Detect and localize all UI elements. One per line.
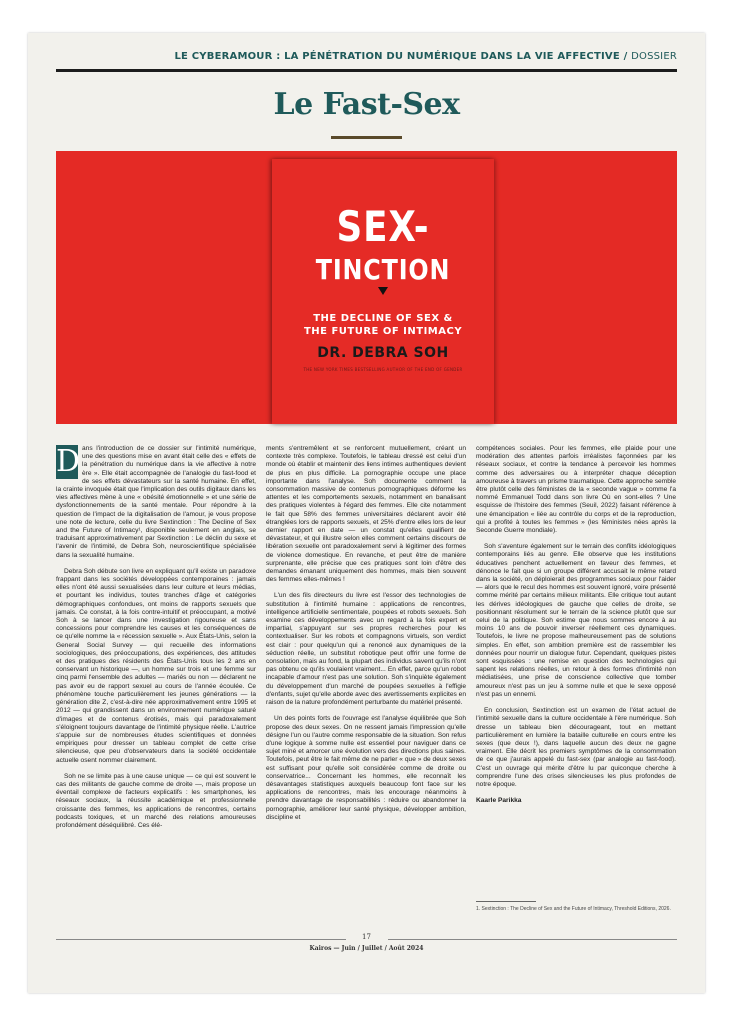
- header-section-title: LE CYBERAMOUR : LA PÉNÉTRATION DU NUMÉRIQUE DANS LA VIE AFFECTIVE: [174, 51, 620, 62]
- publication-info: Kairos — Juin / Juillet / Août 2024: [309, 945, 424, 952]
- book-cover: [272, 159, 494, 424]
- book-title-line1: SEX-: [336, 202, 430, 251]
- paragraph-text: ans l'introduction de ce dossier sur l'intimité numérique, une des questions mise en avant était celle des « effets de la pénétration du numérique dans la vie affective à notre ère ». Elle était accompagnée de l'analogie du fast-food et de ses effets dévastateurs sur la santé humaine. En effet, la crainte invoquée était que l'implication des outils digitaux dans les vies affectives mène à une « obésité émotionnelle » et une série de dysfonctionnements de la santé mentale. Pour répondre à la question de l'impact de la digitalisation de l'amour, je vous propose une note de lecture, celle du livre Sextinction : The Decline of Sex and the Future of Intimacy¹, disponible seulement en anglais, se traduisant approximativement par Sextinction : Le déclin du sexe et l'avenir de l'intimité, de Debra Soh, neuroscientifique spécialisée dans la sexualité humaine.: [56, 445, 256, 559]
- paragraph: Debra Soh débute son livre en expliquant qu'il existe un paradoxe frappant dans les sociétés développées contemporaines : jamais elles n'ont été aussi sexualisées dans leur culture et leurs médias, et pourtant les individus, toutes tranches d'âge et catégories démographiques confondues, ont moins de rapports sexuels que jamais. Ce constat, à la fois contre-intuitif et préoccupant, a motivé Soh à se lancer dans une investigation rigoureuse et sans concessions pour comprendre les causes et les conséquences de ce qu'elle nomme la « récession sexuelle ». Aux États-Unis, selon la General Social Survey — qui recueille des informations sociologiques, des préoccupations, des expériences, des attitudes et des pratiques des résidents des États-Unis tous les 2 ans en conservant un historique —, un homme sur trois et une femme sur cinq parmi l'ensemble des adultes — mariés ou non — déclarent ne pas avoir eu de rapport sexuel au cours de l'année écoulée. Ce phénomène touche particulièrement les jeunes générations — la génération dite Z, c'est-à-dire née approximativement entre 1995 et 2012 — qui grandissent dans un environnement numérique saturé d'images et de contenus érotisés, mais qui paradoxalement s'éloignent toujours davantage de l'intimité physique réelle. L'autrice s'appuie sur de nombreuses études scientifiques et données empiriques pour dresser un tableau complet de cette crise silencieuse, que peu d'observateurs dans la société occidentale actuelle osent nommer clairement.: [56, 567, 256, 764]
- footnote: 1. Sextinction : The Decline of Sex and the Future of Intimacy, Threshold Editions, 2026.: [476, 906, 671, 912]
- section-header: [56, 51, 677, 62]
- paragraph: compétences sociales. Pour les femmes, elle plaide pour une modération des attentes parfois irréalistes façonnées par les réseaux sociaux, et contre la tendance à percevoir les hommes comme des adversaires ou à interpréter chaque déception amoureuse à travers un prisme traumatique. Cette approche semble être plutôt celle des féministes de la « seconde vague » comme l'a nommé Emmanuel Todd dans son livre Où en sont-elles ? Une esquisse de l'histoire des femmes (Seuil, 2022) faisant référence à une émancipation « liée au contrôle du corps et de la reproduction, qui a profité à toutes les femmes » (les féministes nées après la Seconde Guerre mondiale).: [476, 445, 676, 535]
- article-column-1: [56, 445, 256, 838]
- article-column-2: [266, 445, 466, 830]
- paragraph: ments s'entremêlent et se renforcent mutuellement, créant un contexte très complexe. Toutefois, le tableau dressé est celui d'un monde où établir et maintenir des liens intimes authentiques devient de plus en plus difficile. La pornographie occupe une place importante dans l'analyse. Soh documente comment la consommation massive de contenus pornographiques déforme les attentes et les comportements sexuels, notamment en banalisant des pratiques violentes à l'égard des femmes. Elle cite notamment le fait que 58% des femmes universitaires déclarent avoir été étranglées lors de rapports sexuels, et 25% d'entre elles lors de leur dernier rapport en date — un constat qu'elles qualifient de dévastateur, et qui illustre selon elles comment certains discours de libération sexuelle ont paradoxalement servi à légitimer des formes de violence domestique. En revanche, et peut être de manière surprenante, elle précise que ces pratiques sont loin d'être des demandes émanant uniquement des hommes, mais bien souvent des femmes elles-mêmes !: [266, 445, 466, 584]
- book-author: DR. DEBRA SOH: [317, 345, 449, 361]
- arrow-down-icon: [378, 287, 388, 295]
- hero-image: [56, 151, 677, 424]
- paragraph: [56, 445, 256, 560]
- header-rule: [56, 69, 677, 72]
- book-subtitle-line2: THE FUTURE OF INTIMACY: [303, 326, 463, 337]
- article-title: Le Fast-Sex: [273, 87, 460, 122]
- drop-cap: D: [56, 444, 81, 479]
- paragraph: Soh ne se limite pas à une cause unique — ce qui est souvent le cas des militants de gauche comme de droite —, mais propose un éventail complexe de facteurs explicatifs : les smartphones, les réseaux sociaux, la réussite académique et professionnelle croissante des femmes, les applications de rencontres, certains podcasts toxiques, et un marché des relations amoureuses profondément déséquilibré. Ces élé-: [56, 772, 256, 829]
- header-separator: /: [619, 51, 632, 62]
- paragraph: En conclusion, Sextinction est un examen de l'état actuel de l'intimité sexuelle dans la culture occidentale à l'ère numérique. Soh dresse un tableau bien décourageant, tout en mettant particulièrement en lumière la bataille culturelle en cours entre les sexes (que deux !), dans laquelle aucun des deux ne gagne vraiment. Elle décrit les premiers symptômes de la consommation de ce que j'aurais appelé du fast-sex (par analogie au fast-food). C'est un ouvrage qui mérite d'être lu par quiconque cherche à comprendre l'une des crises silencieuses les plus profondes de notre époque.: [476, 707, 676, 788]
- footnote-rule: [476, 901, 536, 902]
- paragraph: L'un des fils directeurs du livre est l'essor des technologies de substitution à l'intimité humaine : applications de rencontres, intelligence artificielle sentimentale, poupées et robots sexuels. Soh examine ces développements avec un regard à la fois expert et impartial, s'appuyant sur ses propres recherches pour les contextualiser. Sur les robots et compagnons virtuels, son verdict est clair : pour quelqu'un qui a renoncé aux dynamiques de la séduction réelle, un substitut robotique peut offrir une forme de consolation, mais au fond, la plupart des individus savent qu'ils n'ont pas obtenu ce qu'ils voulaient vraiment... En effet, parce qu'un robot incapable d'amour n'est pas une solution. Soh s'inquiète également du développement d'un marché de poupées sexuelles à l'effigie d'enfants, sujet qu'elle aborde avec des avertissements explicites en raison de la nature profondément perturbante du matériel présenté.: [266, 592, 466, 707]
- book-subtitle-line1: THE DECLINE OF SEX &: [313, 313, 453, 324]
- article-author: Kaarle Parikka: [476, 797, 522, 805]
- title-rule: [331, 136, 402, 139]
- header-category: DOSSIER: [631, 51, 677, 62]
- page-number: 17: [362, 933, 371, 941]
- paragraph: Un des points forts de l'ouvrage est l'analyse équilibrée que Soh propose des deux sexes. On ne ressent jamais l'impression qu'elle désigne l'un ou l'autre comme responsable de la situation. Son refus d'une logique à somme nulle est essentiel pour naviguer dans ce sujet miné et amorcer une évolution vers des directions plus saines. Toutefois, peut être le fait même de ne parler « que » de deux sexes est suffisant pour qu'elle soit considérée comme de droite ou conservatrice... Concernant les hommes, elle reconnaît les désavantages statistiques auxquels beaucoup font face sur les applications de rencontres, mais les encourage néanmoins à prendre davantage de responsabilités : réduire ou abandonner la pornographie, améliorer leur santé physique, développer ambition, discipline et: [266, 715, 466, 821]
- article-column-3: [476, 445, 676, 813]
- book-tagline: THE NEW YORK TIMES BESTSELLING AUTHOR OF THE END OF GENDER: [303, 367, 463, 372]
- magazine-page: [28, 33, 705, 993]
- book-title-line2: TINCTION: [315, 253, 451, 286]
- paragraph: Soh s'aventure également sur le terrain des conflits idéologiques contemporains liés au genre. Elle observe que les institutions éducatives penchent actuellement en faveur des femmes, et dénonce le fait que si un groupe différent accusait le même retard dans la société, on déploierait des programmes sociaux pour l'aider — alors que le recul des hommes est souvent ignoré, voire présenté comme mérité par certains milieux militants. Elle critique tout autant les dérives idéologiques de gauche que celles de droite, se positionnant résolument sur le terrain de la science plutôt que sur celui de la politique. Soh estime que nous sommes encore à au moins 10 ans de pouvoir inverser réellement ces dynamiques. Toutefois, le livre ne propose malheureusement pas de solutions simples. En effet, son ambition première est de rassembler les données pour nourrir un dialogue futur. Cependant, quelques pistes sont esquissées : une remise en question des technologies qui sapent les relations réelles, un retour à des formes d'intimité non médiatisées, une prise de conscience collective que tomber amoureux n'est pas un jeu à somme nulle et que le sexe opposé n'est pas un ennemi.: [476, 543, 676, 698]
